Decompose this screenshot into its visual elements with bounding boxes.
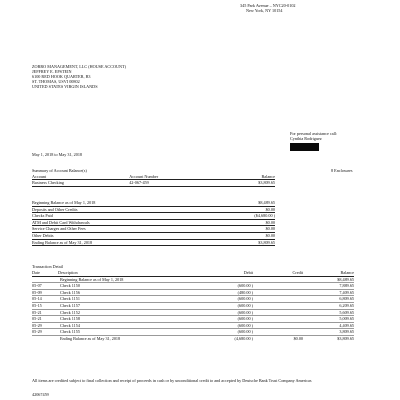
table-row bbox=[32, 329, 354, 336]
customer-address bbox=[32, 64, 126, 89]
txn-date: 05-21 bbox=[32, 316, 58, 323]
summary-header: Account bbox=[32, 174, 129, 180]
txn-credit bbox=[253, 309, 303, 316]
txn-credit bbox=[253, 316, 303, 323]
txn-description: Check 1155 bbox=[58, 329, 178, 336]
summary-header: Balance bbox=[214, 174, 275, 180]
txn-debit: (600.00 ) bbox=[178, 316, 253, 323]
txn-description: Check 1152 bbox=[58, 309, 178, 316]
txn-debit: (600.00 ) bbox=[178, 329, 253, 336]
contact-name: Cynthia Rodriguez bbox=[290, 136, 322, 141]
txn-date: 05-29 bbox=[32, 329, 58, 336]
txn-description: Check 1158 bbox=[58, 316, 178, 323]
balance-label: Ending Balance as of May 31, 2018 bbox=[32, 239, 215, 246]
balance-label: Checks Paid bbox=[32, 213, 215, 220]
txn-credit bbox=[253, 283, 303, 290]
enclosures-count: 8 Enclosures bbox=[331, 168, 353, 173]
statement-period: May 1, 2018 to May 31, 2018 bbox=[32, 152, 83, 157]
txn-credit bbox=[253, 289, 303, 296]
balance-value: $0.00 bbox=[215, 206, 275, 213]
txn-debit: (480.00 ) bbox=[178, 289, 253, 296]
txn-header: Date bbox=[32, 270, 58, 276]
table-row bbox=[32, 289, 354, 296]
txn-debit: (600.00 ) bbox=[178, 322, 253, 329]
txn-header: Description bbox=[58, 270, 178, 276]
txn-credit bbox=[253, 302, 303, 309]
txn-description: Beginning Balance as of May 1, 2018 bbox=[58, 276, 178, 283]
table-row bbox=[32, 302, 354, 309]
txn-balance: 4,409.65 bbox=[303, 322, 354, 329]
table-row bbox=[32, 309, 354, 316]
balance-value: $0.00 bbox=[215, 226, 275, 233]
txn-balance: 7,409.65 bbox=[303, 289, 354, 296]
txn-header: Credit bbox=[253, 270, 303, 276]
txn-debit: (600.00 ) bbox=[178, 302, 253, 309]
balance-value: $8,489.65 bbox=[215, 200, 275, 206]
txn-credit bbox=[253, 322, 303, 329]
txn-debit bbox=[178, 276, 253, 283]
balance-row bbox=[32, 239, 275, 246]
txn-description: Check 1150 bbox=[58, 283, 178, 290]
address-line: UNITED STATES VIRGIN ISLANDS bbox=[32, 84, 98, 89]
txn-debit: (600.00 ) bbox=[178, 296, 253, 303]
txn-debit: (4,680.00 ) bbox=[234, 335, 253, 341]
txn-body bbox=[32, 276, 354, 341]
balance-label: Deposits and Other Credits bbox=[32, 206, 215, 213]
txn-description: Check 1157 bbox=[58, 302, 178, 309]
table-row bbox=[32, 296, 354, 303]
contact-block bbox=[290, 131, 337, 141]
table-row bbox=[32, 335, 354, 341]
summary-title: Summary of Account Balance(s) bbox=[32, 168, 87, 173]
txn-description: Check 1151 bbox=[58, 296, 178, 303]
txn-description: Ending Balance as of May 31, 2018 bbox=[60, 335, 121, 341]
txn-date: 05-09 bbox=[32, 289, 58, 296]
table-row bbox=[32, 322, 354, 329]
txn-header: Debit bbox=[178, 270, 253, 276]
bank-address bbox=[240, 3, 296, 13]
balance-value: $3,809.65 bbox=[215, 239, 275, 246]
redaction-bar bbox=[290, 143, 319, 151]
transaction-table bbox=[32, 270, 354, 342]
txn-description: Check 1154 bbox=[58, 322, 178, 329]
txn-credit bbox=[253, 329, 303, 336]
transaction-title: Transaction Detail bbox=[32, 264, 63, 269]
address-line: ST. THOMAS, USVI 00802 bbox=[32, 79, 80, 84]
summary-cell: $3,809.65 bbox=[214, 180, 275, 187]
summary-cell: Business Checking bbox=[32, 180, 129, 187]
balance-value: $0.00 bbox=[215, 219, 275, 226]
txn-description: Check 1156 bbox=[58, 289, 178, 296]
balance-row bbox=[32, 226, 275, 233]
balance-label: Other Debits bbox=[32, 232, 215, 239]
bank-address-line: New York, NY 10154 bbox=[246, 8, 283, 13]
balance-row bbox=[32, 206, 275, 213]
txn-date: 05-29 bbox=[32, 322, 58, 329]
address-line: ZORRO MANAGEMENT, LLC (HOUSE ACCOUNT) bbox=[32, 64, 127, 69]
txn-debit: (600.00 ) bbox=[178, 283, 253, 290]
summary-table bbox=[32, 168, 275, 187]
balance-value: ($4,680.00 ) bbox=[215, 213, 275, 220]
txn-date: 05-15 bbox=[32, 302, 58, 309]
balance-label: Beginning Balance as of May 1, 2018 bbox=[32, 200, 215, 206]
address-line: JEFFREY E. EPSTEIN bbox=[32, 69, 72, 74]
contact-label: For personal assistance call: bbox=[290, 131, 338, 136]
txn-date: 05-14 bbox=[32, 296, 58, 303]
summary-cell: 42-067-459 bbox=[129, 180, 214, 187]
txn-header: Balance bbox=[303, 270, 354, 276]
balance-row bbox=[32, 219, 275, 226]
txn-balance: $3,809.65 bbox=[337, 335, 354, 341]
txn-balance: 7,889.65 bbox=[303, 283, 354, 290]
txn-balance: 6,809.65 bbox=[303, 296, 354, 303]
txn-balance: $8,489.65 bbox=[303, 276, 354, 283]
txn-date bbox=[32, 276, 58, 283]
balance-label: ATM and Debit Card Withdrawals bbox=[32, 219, 215, 226]
table-row bbox=[32, 276, 354, 283]
table-row bbox=[32, 283, 354, 290]
balance-summary bbox=[32, 200, 275, 246]
txn-date: 05-21 bbox=[32, 309, 58, 316]
document-code: 42067459 bbox=[32, 392, 49, 397]
footer-note: All items are credited subject to final collection and receipt of proceeds in cash or by unconditional credit to and accepted by Deutsche Bank Trust Company Americas bbox=[32, 378, 312, 383]
balance-row bbox=[32, 213, 275, 220]
balance-value: $0.00 bbox=[215, 232, 275, 239]
txn-balance: 5,609.65 bbox=[303, 309, 354, 316]
txn-balance: 3,809.65 bbox=[303, 329, 354, 336]
txn-credit bbox=[253, 296, 303, 303]
balance-label: Service Charges and Other Fees bbox=[32, 226, 215, 233]
txn-debit: (600.00 ) bbox=[178, 309, 253, 316]
summary-header: Account Number bbox=[129, 174, 214, 180]
txn-date bbox=[32, 335, 58, 341]
bank-address-line: 345 Park Avenue – NYC20-0102 bbox=[240, 3, 296, 8]
txn-credit: $0.00 bbox=[293, 335, 303, 341]
txn-date: 05-07 bbox=[32, 283, 58, 290]
table-row bbox=[32, 316, 354, 323]
txn-balance: 6,209.65 bbox=[303, 302, 354, 309]
txn-credit bbox=[253, 276, 303, 283]
txn-balance: 5,009.65 bbox=[303, 316, 354, 323]
address-line: 6100 RED HOOK QUARTER, B3 bbox=[32, 74, 91, 79]
balance-row bbox=[32, 232, 275, 239]
